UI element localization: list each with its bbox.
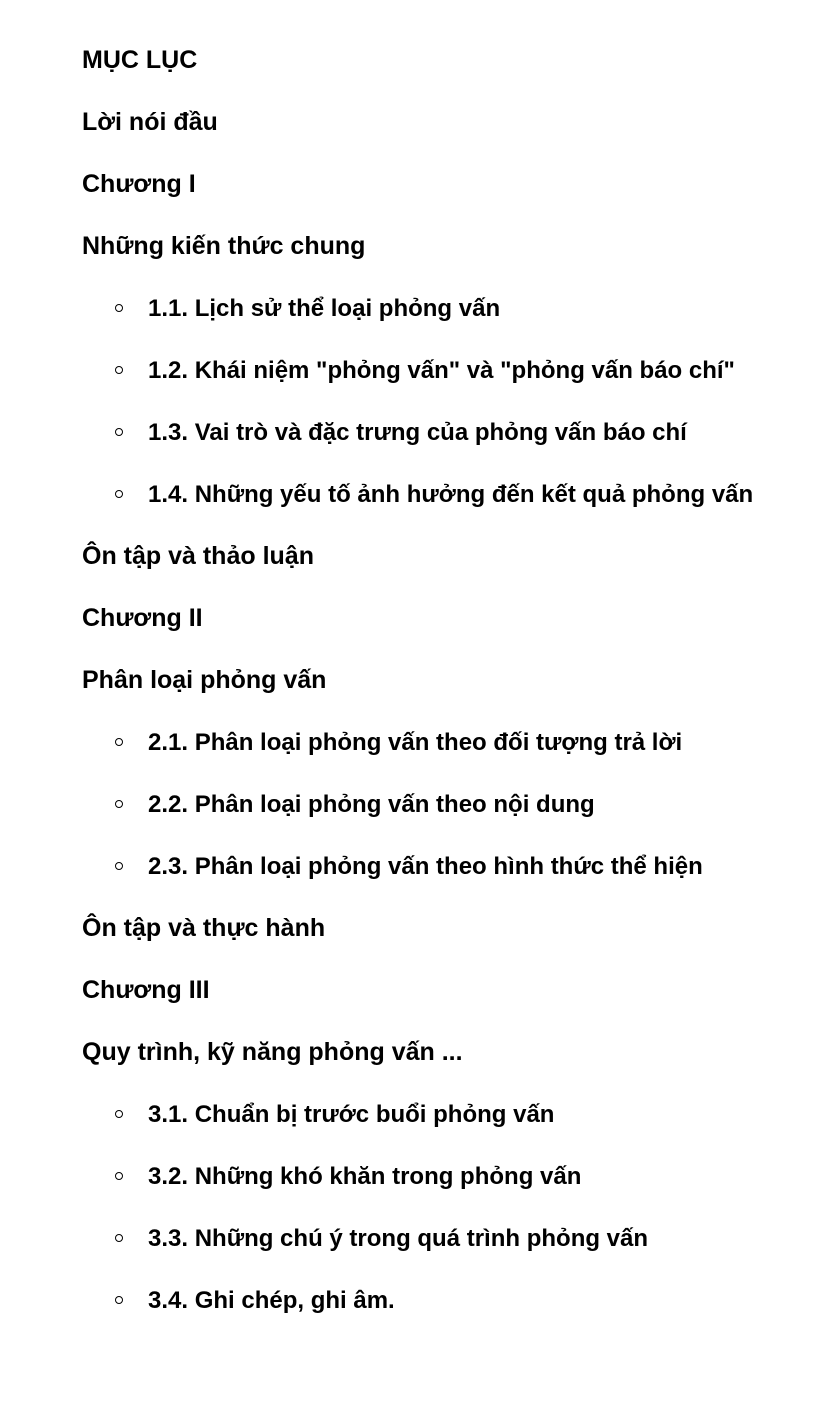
toc-section — [82, 1220, 812, 1282]
toc-section — [82, 1282, 812, 1344]
toc-section — [82, 1096, 812, 1158]
circle-bullet-icon — [115, 1110, 123, 1118]
toc-section-text: 1.3. Vai trò và đặc trưng của phỏng vấn báo chí — [148, 419, 687, 446]
circle-bullet-icon — [115, 800, 123, 808]
toc-chapter — [82, 600, 812, 662]
toc-section — [82, 290, 812, 352]
toc-section — [82, 848, 812, 910]
circle-bullet-icon — [115, 304, 123, 312]
toc-section-text: 2.1. Phân loại phỏng vấn theo đối tượng trả lời — [148, 729, 683, 756]
circle-bullet-icon — [115, 862, 123, 870]
toc-section — [82, 786, 812, 848]
toc-entry — [82, 104, 812, 166]
toc-section-text: 3.3. Những chú ý trong quá trình phỏng vấn — [148, 1225, 649, 1252]
toc-entry-text: Chương II — [82, 604, 203, 632]
circle-bullet-icon — [115, 428, 123, 436]
toc-section — [82, 414, 812, 476]
toc-entry-text: Chương III — [82, 976, 210, 1004]
circle-bullet-icon — [115, 738, 123, 746]
toc-entry-text: Ôn tập và thực hành — [82, 914, 326, 942]
toc-chapter-title — [82, 1034, 812, 1096]
circle-bullet-icon — [115, 1296, 123, 1304]
toc-entry — [82, 538, 812, 600]
toc-section — [82, 1158, 812, 1220]
toc-entry-text: Quy trình, kỹ năng phỏng vấn ... — [82, 1038, 463, 1066]
toc-section-text: 1.2. Khái niệm "phỏng vấn" và "phỏng vấn báo chí" — [148, 357, 735, 384]
toc-section-text: 3.1. Chuẩn bị trước buổi phỏng vấn — [148, 1101, 555, 1128]
toc-section — [82, 724, 812, 786]
toc-entry-text: Những kiến thức chung — [82, 232, 366, 260]
toc-section-text: 3.4. Ghi chép, ghi âm. — [148, 1287, 395, 1314]
circle-bullet-icon — [115, 366, 123, 374]
toc-section — [82, 352, 812, 414]
toc-section-text: 3.2. Những khó khăn trong phỏng vấn — [148, 1163, 582, 1190]
circle-bullet-icon — [115, 490, 123, 498]
toc-chapter-title — [82, 228, 812, 290]
toc-section-text: 1.4. Những yếu tố ảnh hưởng đến kết quả phỏng vấn — [148, 481, 754, 508]
toc-entry-text: Ôn tập và thảo luận — [82, 542, 314, 570]
toc-entry-text: Lời nói đầu — [82, 108, 218, 136]
toc-section — [82, 476, 812, 538]
toc-heading: MỤC LỤC — [82, 46, 198, 74]
toc-section-text: 2.3. Phân loại phỏng vấn theo hình thức thể hiện — [148, 853, 703, 880]
circle-bullet-icon — [115, 1172, 123, 1180]
toc-chapter — [82, 166, 812, 228]
toc-entry-text: Phân loại phỏng vấn — [82, 666, 327, 694]
table-of-contents — [82, 42, 812, 1344]
toc-chapter-title — [82, 662, 812, 724]
toc-entry — [82, 910, 812, 972]
toc-entry-text: Chương I — [82, 170, 196, 198]
toc-section-text: 2.2. Phân loại phỏng vấn theo nội dung — [148, 791, 595, 818]
circle-bullet-icon — [115, 1234, 123, 1242]
toc-section-text: 1.1. Lịch sử thể loại phỏng vấn — [148, 295, 501, 322]
toc-chapter — [82, 972, 812, 1034]
